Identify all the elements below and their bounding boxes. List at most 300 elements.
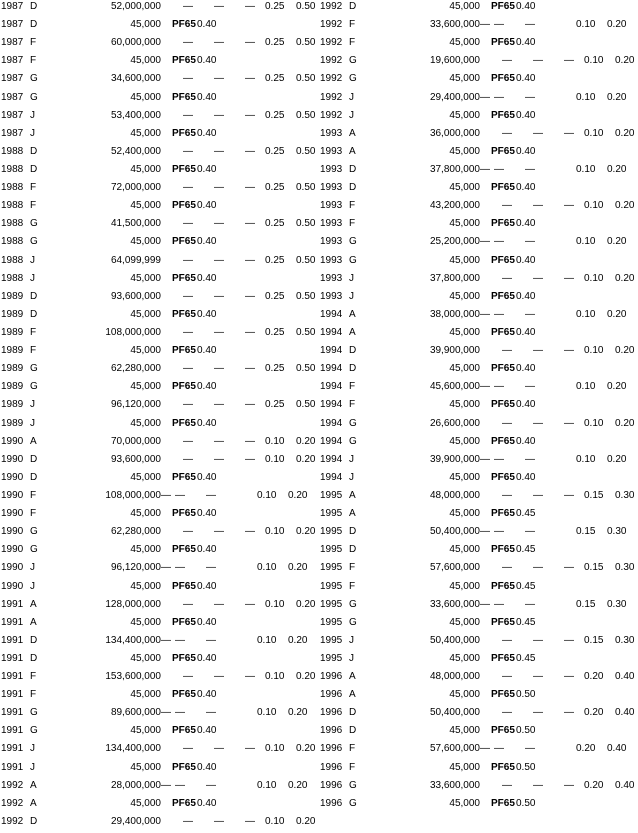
dash-cell: — bbox=[525, 526, 535, 538]
mintage-cell: 128,000,000 bbox=[105, 598, 161, 610]
table-row bbox=[0, 36, 318, 54]
mintage-cell: 62,280,000 bbox=[110, 363, 161, 375]
dash-cell: — bbox=[564, 779, 574, 791]
year-cell: 1992 bbox=[320, 55, 343, 67]
proof-value-cell: 0.40 bbox=[197, 163, 217, 175]
value-cell: 0.10 bbox=[257, 562, 277, 574]
value-cell: 0.40 bbox=[615, 671, 635, 683]
table-row bbox=[0, 109, 318, 127]
year-cell: 1990 bbox=[1, 562, 24, 574]
year-cell: 1991 bbox=[1, 616, 24, 628]
year-cell: 1991 bbox=[1, 743, 24, 755]
mint-letter-cell: G bbox=[30, 526, 38, 538]
mintage-cell: 64,099,999 bbox=[110, 254, 161, 266]
proof-value-cell: 0.40 bbox=[197, 580, 217, 592]
proof-value-cell: 0.40 bbox=[516, 363, 536, 375]
mint-letter-cell: G bbox=[30, 236, 38, 248]
year-cell: 1995 bbox=[320, 580, 343, 592]
value-cell: 0.10 bbox=[265, 453, 285, 465]
dash-cell: — bbox=[533, 489, 543, 501]
dash-cell: — bbox=[245, 326, 255, 338]
proof-grade-cell: PF65 bbox=[491, 363, 515, 375]
table-row bbox=[319, 525, 638, 543]
mint-letter-cell: J bbox=[349, 272, 354, 284]
table-row bbox=[319, 308, 638, 326]
mint-letter-cell: F bbox=[349, 399, 356, 411]
value-cell: 0.10 bbox=[576, 91, 596, 103]
mintage-cell: 43,200,000 bbox=[429, 200, 480, 212]
dash-cell: — bbox=[175, 779, 185, 791]
mintage-cell: 45,000 bbox=[449, 544, 480, 556]
mint-letter-cell: G bbox=[30, 363, 38, 375]
mintage-cell: 45,000 bbox=[449, 725, 480, 737]
year-cell: 1993 bbox=[320, 290, 343, 302]
mintage-cell: 52,400,000 bbox=[110, 145, 161, 157]
proof-grade-cell: PF65 bbox=[491, 290, 515, 302]
value-cell: 0.10 bbox=[257, 634, 277, 646]
proof-grade-cell: PF65 bbox=[172, 91, 196, 103]
dash-cell: — bbox=[564, 417, 574, 429]
mintage-cell: 45,000 bbox=[449, 689, 480, 701]
mint-letter-cell: F bbox=[349, 381, 356, 393]
proof-grade-cell: PF65 bbox=[491, 326, 515, 338]
proof-grade-cell: PF65 bbox=[172, 652, 196, 664]
year-cell: 1996 bbox=[320, 761, 343, 773]
value-cell: 0.10 bbox=[265, 671, 285, 683]
dash-cell: — bbox=[214, 526, 224, 538]
proof-value-cell: 0.40 bbox=[197, 308, 217, 320]
mintage-cell: 45,000 bbox=[449, 508, 480, 520]
dash-cell: — bbox=[494, 236, 504, 248]
mint-letter-cell: A bbox=[30, 598, 37, 610]
proof-grade-cell: PF65 bbox=[172, 381, 196, 393]
proof-grade-cell: PF65 bbox=[491, 508, 515, 520]
proof-value-cell: 0.40 bbox=[197, 652, 217, 664]
year-cell: 1989 bbox=[1, 417, 24, 429]
value-cell: 0.20 bbox=[296, 743, 316, 755]
value-cell: 0.10 bbox=[257, 489, 277, 501]
mintage-cell: 70,000,000 bbox=[110, 435, 161, 447]
year-cell: 1991 bbox=[1, 725, 24, 737]
table-row bbox=[319, 453, 638, 471]
value-cell: 0.10 bbox=[584, 127, 604, 139]
dash-cell: — bbox=[564, 634, 574, 646]
mint-letter-cell: F bbox=[349, 562, 356, 574]
mint-letter-cell: D bbox=[30, 145, 38, 157]
value-cell: 0.10 bbox=[265, 743, 285, 755]
dash-cell: — bbox=[183, 37, 193, 49]
table-row bbox=[0, 670, 318, 688]
table-row bbox=[319, 109, 638, 127]
dash-cell: — bbox=[183, 290, 193, 302]
table-row bbox=[319, 18, 638, 36]
year-cell: 1989 bbox=[1, 345, 24, 357]
year-cell: 1993 bbox=[320, 254, 343, 266]
year-cell: 1994 bbox=[320, 435, 343, 447]
proof-grade-cell: PF65 bbox=[172, 689, 196, 701]
proof-grade-cell: PF65 bbox=[491, 616, 515, 628]
year-cell: 1988 bbox=[1, 163, 24, 175]
proof-grade-cell: PF65 bbox=[491, 218, 515, 230]
right-column bbox=[319, 0, 638, 815]
year-cell: 1996 bbox=[320, 689, 343, 701]
table-row bbox=[319, 761, 638, 779]
mint-letter-cell: J bbox=[30, 417, 35, 429]
mintage-cell: 96,120,000— bbox=[110, 562, 171, 574]
value-cell: 0.20 bbox=[615, 345, 635, 357]
mintage-cell: 93,600,000 bbox=[110, 453, 161, 465]
dash-cell: — bbox=[494, 381, 504, 393]
table-row bbox=[0, 54, 318, 72]
year-cell: 1994 bbox=[320, 363, 343, 375]
dash-cell: — bbox=[214, 290, 224, 302]
dash-cell: — bbox=[206, 634, 216, 646]
dash-cell: — bbox=[533, 272, 543, 284]
mintage-cell: 96,120,000 bbox=[110, 399, 161, 411]
mint-letter-cell: A bbox=[349, 489, 356, 501]
dash-cell: — bbox=[183, 1, 193, 12]
year-cell: 1989 bbox=[1, 308, 24, 320]
table-row bbox=[319, 145, 638, 163]
table-row bbox=[0, 435, 318, 453]
value-cell: 0.20 bbox=[296, 453, 316, 465]
proof-grade-cell: PF65 bbox=[491, 145, 515, 157]
dash-cell: — bbox=[175, 489, 185, 501]
dash-cell: — bbox=[175, 562, 185, 574]
year-cell: 1996 bbox=[320, 707, 343, 719]
table-row bbox=[319, 272, 638, 290]
value-cell: 0.50 bbox=[296, 218, 316, 230]
mintage-cell: 60,000,000 bbox=[110, 37, 161, 49]
dash-cell: — bbox=[533, 345, 543, 357]
proof-grade-cell: PF65 bbox=[491, 182, 515, 194]
proof-value-cell: 0.40 bbox=[197, 19, 217, 31]
dash-cell: — bbox=[502, 272, 512, 284]
value-cell: 0.30 bbox=[607, 598, 627, 610]
proof-value-cell: 0.40 bbox=[197, 725, 217, 737]
year-cell: 1989 bbox=[1, 381, 24, 393]
mintage-cell: 53,400,000 bbox=[110, 109, 161, 121]
mintage-cell: 50,400,000 bbox=[429, 707, 480, 719]
mint-letter-cell: J bbox=[30, 127, 35, 139]
table-row bbox=[0, 344, 318, 362]
dash-cell: — bbox=[502, 562, 512, 574]
mint-letter-cell: F bbox=[30, 55, 37, 67]
value-cell: 0.10 bbox=[584, 55, 604, 67]
dash-cell: — bbox=[245, 815, 255, 827]
dash-cell: — bbox=[533, 55, 543, 67]
mintage-cell: 72,000,000 bbox=[110, 182, 161, 194]
proof-grade-cell: PF65 bbox=[491, 761, 515, 773]
table-row bbox=[319, 217, 638, 235]
value-cell: 0.10 bbox=[576, 163, 596, 175]
mint-letter-cell: A bbox=[30, 435, 37, 447]
value-cell: 0.20 bbox=[288, 562, 308, 574]
mint-letter-cell: G bbox=[30, 707, 38, 719]
value-cell: 0.15 bbox=[576, 526, 596, 538]
table-row bbox=[319, 181, 638, 199]
dash-cell: — bbox=[214, 399, 224, 411]
proof-value-cell: 0.40 bbox=[516, 399, 536, 411]
year-cell: 1995 bbox=[320, 526, 343, 538]
dash-cell: — bbox=[245, 1, 255, 12]
table-row bbox=[0, 417, 318, 435]
mintage-cell: 45,000 bbox=[449, 363, 480, 375]
proof-grade-cell: PF65 bbox=[491, 797, 515, 809]
mint-letter-cell: F bbox=[30, 489, 37, 501]
table-row bbox=[0, 724, 318, 742]
value-cell: 0.10 bbox=[265, 435, 285, 447]
mint-letter-cell: G bbox=[30, 91, 38, 103]
year-cell: 1990 bbox=[1, 544, 24, 556]
year-cell: 1987 bbox=[1, 55, 24, 67]
mintage-cell: 48,000,000 bbox=[429, 671, 480, 683]
year-cell: 1990 bbox=[1, 526, 24, 538]
table-row bbox=[319, 543, 638, 561]
year-cell: 1988 bbox=[1, 182, 24, 194]
mint-letter-cell: A bbox=[349, 326, 356, 338]
proof-value-cell: 0.40 bbox=[516, 326, 536, 338]
year-cell: 1991 bbox=[1, 598, 24, 610]
mintage-cell: 45,000 bbox=[449, 616, 480, 628]
dash-cell: — bbox=[502, 489, 512, 501]
table-row bbox=[0, 616, 318, 634]
dash-cell: — bbox=[214, 37, 224, 49]
dash-cell: — bbox=[245, 399, 255, 411]
mintage-cell: 134,400,000 bbox=[105, 743, 161, 755]
proof-grade-cell: PF65 bbox=[491, 254, 515, 266]
proof-grade-cell: PF65 bbox=[172, 55, 196, 67]
proof-value-cell: 0.40 bbox=[197, 544, 217, 556]
proof-value-cell: 0.50 bbox=[516, 797, 536, 809]
table-row bbox=[0, 308, 318, 326]
mint-letter-cell: A bbox=[349, 308, 356, 320]
value-cell: 0.50 bbox=[296, 145, 316, 157]
mint-letter-cell: G bbox=[349, 417, 357, 429]
dash-cell: — bbox=[494, 308, 504, 320]
table-row bbox=[0, 127, 318, 145]
mint-letter-cell: F bbox=[30, 689, 37, 701]
value-cell: 0.25 bbox=[265, 37, 285, 49]
dash-cell: — bbox=[214, 435, 224, 447]
proof-value-cell: 0.40 bbox=[516, 1, 536, 12]
year-cell: 1995 bbox=[320, 616, 343, 628]
dash-cell: — bbox=[183, 182, 193, 194]
value-cell: 0.50 bbox=[296, 399, 316, 411]
mintage-cell: 45,000 bbox=[449, 218, 480, 230]
table-row bbox=[0, 598, 318, 616]
proof-grade-cell: PF65 bbox=[172, 544, 196, 556]
mint-letter-cell: F bbox=[349, 743, 356, 755]
table-row bbox=[319, 163, 638, 181]
mint-letter-cell: F bbox=[349, 761, 356, 773]
year-cell: 1993 bbox=[320, 236, 343, 248]
mintage-cell: 33,600,000— bbox=[429, 19, 490, 31]
proof-grade-cell: PF65 bbox=[172, 761, 196, 773]
proof-value-cell: 0.50 bbox=[516, 761, 536, 773]
mintage-cell: 45,000 bbox=[130, 381, 161, 393]
dash-cell: — bbox=[564, 489, 574, 501]
proof-grade-cell: PF65 bbox=[491, 399, 515, 411]
mintage-cell: 134,400,000— bbox=[105, 634, 171, 646]
dash-cell: — bbox=[183, 218, 193, 230]
mintage-cell: 45,000 bbox=[449, 326, 480, 338]
dash-cell: — bbox=[533, 127, 543, 139]
mintage-cell: 57,600,000 bbox=[429, 562, 480, 574]
proof-value-cell: 0.40 bbox=[197, 616, 217, 628]
value-cell: 0.10 bbox=[584, 345, 604, 357]
proof-grade-cell: PF65 bbox=[491, 1, 515, 12]
proof-grade-cell: PF65 bbox=[172, 163, 196, 175]
dash-cell: — bbox=[245, 182, 255, 194]
year-cell: 1994 bbox=[320, 345, 343, 357]
dash-cell: — bbox=[245, 37, 255, 49]
mintage-cell: 45,000 bbox=[449, 37, 480, 49]
mint-letter-cell: G bbox=[30, 381, 38, 393]
year-cell: 1991 bbox=[1, 652, 24, 664]
mintage-cell: 50,400,000— bbox=[429, 526, 490, 538]
table-row bbox=[0, 489, 318, 507]
mint-letter-cell: J bbox=[30, 254, 35, 266]
dash-cell: — bbox=[502, 671, 512, 683]
dash-cell: — bbox=[564, 562, 574, 574]
dash-cell: — bbox=[564, 200, 574, 212]
mintage-cell: 45,000 bbox=[449, 471, 480, 483]
year-cell: 1992 bbox=[1, 815, 24, 827]
year-cell: 1996 bbox=[320, 743, 343, 755]
mint-letter-cell: J bbox=[349, 290, 354, 302]
proof-value-cell: 0.40 bbox=[516, 471, 536, 483]
dash-cell: — bbox=[183, 453, 193, 465]
dash-cell: — bbox=[214, 109, 224, 121]
year-cell: 1992 bbox=[320, 109, 343, 121]
dash-cell: — bbox=[183, 73, 193, 85]
mint-letter-cell: G bbox=[30, 725, 38, 737]
year-cell: 1993 bbox=[320, 200, 343, 212]
mintage-cell: 45,000 bbox=[449, 182, 480, 194]
value-cell: 0.40 bbox=[607, 743, 627, 755]
table-row bbox=[0, 652, 318, 670]
mintage-cell: 45,000 bbox=[449, 580, 480, 592]
table-row bbox=[0, 561, 318, 579]
table-row bbox=[0, 145, 318, 163]
year-cell: 1993 bbox=[320, 272, 343, 284]
dash-cell: — bbox=[494, 743, 504, 755]
mint-letter-cell: G bbox=[30, 73, 38, 85]
proof-grade-cell: PF65 bbox=[491, 689, 515, 701]
year-cell: 1995 bbox=[320, 562, 343, 574]
dash-cell: — bbox=[494, 91, 504, 103]
mint-letter-cell: J bbox=[30, 399, 35, 411]
mintage-cell: 41,500,000 bbox=[110, 218, 161, 230]
value-cell: 0.10 bbox=[584, 417, 604, 429]
value-cell: 0.50 bbox=[296, 326, 316, 338]
value-cell: 0.25 bbox=[265, 254, 285, 266]
dash-cell: — bbox=[206, 779, 216, 791]
table-row bbox=[0, 507, 318, 525]
dash-cell: — bbox=[564, 55, 574, 67]
table-row bbox=[319, 580, 638, 598]
mintage-cell: 45,000 bbox=[449, 109, 480, 121]
mintage-cell: 45,000 bbox=[130, 91, 161, 103]
mintage-cell: 45,000 bbox=[130, 689, 161, 701]
mint-letter-cell: F bbox=[30, 508, 37, 520]
year-cell: 1990 bbox=[1, 580, 24, 592]
table-row bbox=[319, 797, 638, 815]
proof-value-cell: 0.40 bbox=[516, 290, 536, 302]
table-row bbox=[319, 471, 638, 489]
value-cell: 0.15 bbox=[576, 598, 596, 610]
mint-letter-cell: D bbox=[349, 182, 357, 194]
dash-cell: — bbox=[245, 109, 255, 121]
year-cell: 1992 bbox=[320, 1, 343, 12]
table-row bbox=[0, 72, 318, 90]
mint-letter-cell: D bbox=[30, 471, 38, 483]
value-cell: 0.25 bbox=[265, 182, 285, 194]
year-cell: 1988 bbox=[1, 218, 24, 230]
dash-cell: — bbox=[214, 671, 224, 683]
dash-cell: — bbox=[214, 598, 224, 610]
table-row bbox=[0, 634, 318, 652]
value-cell: 0.20 bbox=[615, 272, 635, 284]
year-cell: 1987 bbox=[1, 109, 24, 121]
table-row bbox=[319, 688, 638, 706]
value-cell: 0.10 bbox=[265, 598, 285, 610]
proof-value-cell: 0.40 bbox=[197, 417, 217, 429]
year-cell: 1989 bbox=[1, 399, 24, 411]
mint-letter-cell: A bbox=[349, 671, 356, 683]
mintage-cell: 45,000 bbox=[130, 471, 161, 483]
mint-letter-cell: D bbox=[30, 308, 38, 320]
value-cell: 0.20 bbox=[288, 707, 308, 719]
table-row bbox=[319, 616, 638, 634]
proof-value-cell: 0.40 bbox=[197, 761, 217, 773]
proof-value-cell: 0.50 bbox=[516, 689, 536, 701]
mint-letter-cell: J bbox=[349, 634, 354, 646]
table-row bbox=[319, 742, 638, 760]
value-cell: 0.50 bbox=[296, 290, 316, 302]
mint-letter-cell: J bbox=[30, 562, 35, 574]
dash-cell: — bbox=[564, 127, 574, 139]
dash-cell: — bbox=[183, 526, 193, 538]
table-row bbox=[319, 507, 638, 525]
year-cell: 1991 bbox=[1, 689, 24, 701]
year-cell: 1987 bbox=[1, 73, 24, 85]
year-cell: 1990 bbox=[1, 435, 24, 447]
value-cell: 0.20 bbox=[615, 55, 635, 67]
mintage-cell: 108,000,000— bbox=[105, 489, 171, 501]
value-cell: 0.20 bbox=[607, 453, 627, 465]
dash-cell: — bbox=[533, 562, 543, 574]
dash-cell: — bbox=[214, 453, 224, 465]
year-cell: 1991 bbox=[1, 634, 24, 646]
value-cell: 0.10 bbox=[584, 272, 604, 284]
dash-cell: — bbox=[214, 326, 224, 338]
mintage-cell: 37,800,000 bbox=[429, 272, 480, 284]
table-row bbox=[319, 634, 638, 652]
proof-grade-cell: PF65 bbox=[172, 127, 196, 139]
table-row bbox=[0, 398, 318, 416]
value-cell: 0.20 bbox=[615, 200, 635, 212]
value-cell: 0.20 bbox=[288, 489, 308, 501]
dash-cell: — bbox=[525, 163, 535, 175]
dash-cell: — bbox=[245, 526, 255, 538]
year-cell: 1995 bbox=[320, 634, 343, 646]
mintage-cell: 45,000 bbox=[449, 73, 480, 85]
mintage-cell: 25,200,000— bbox=[429, 236, 490, 248]
mint-letter-cell: D bbox=[349, 163, 357, 175]
mintage-cell: 89,600,000— bbox=[110, 707, 171, 719]
